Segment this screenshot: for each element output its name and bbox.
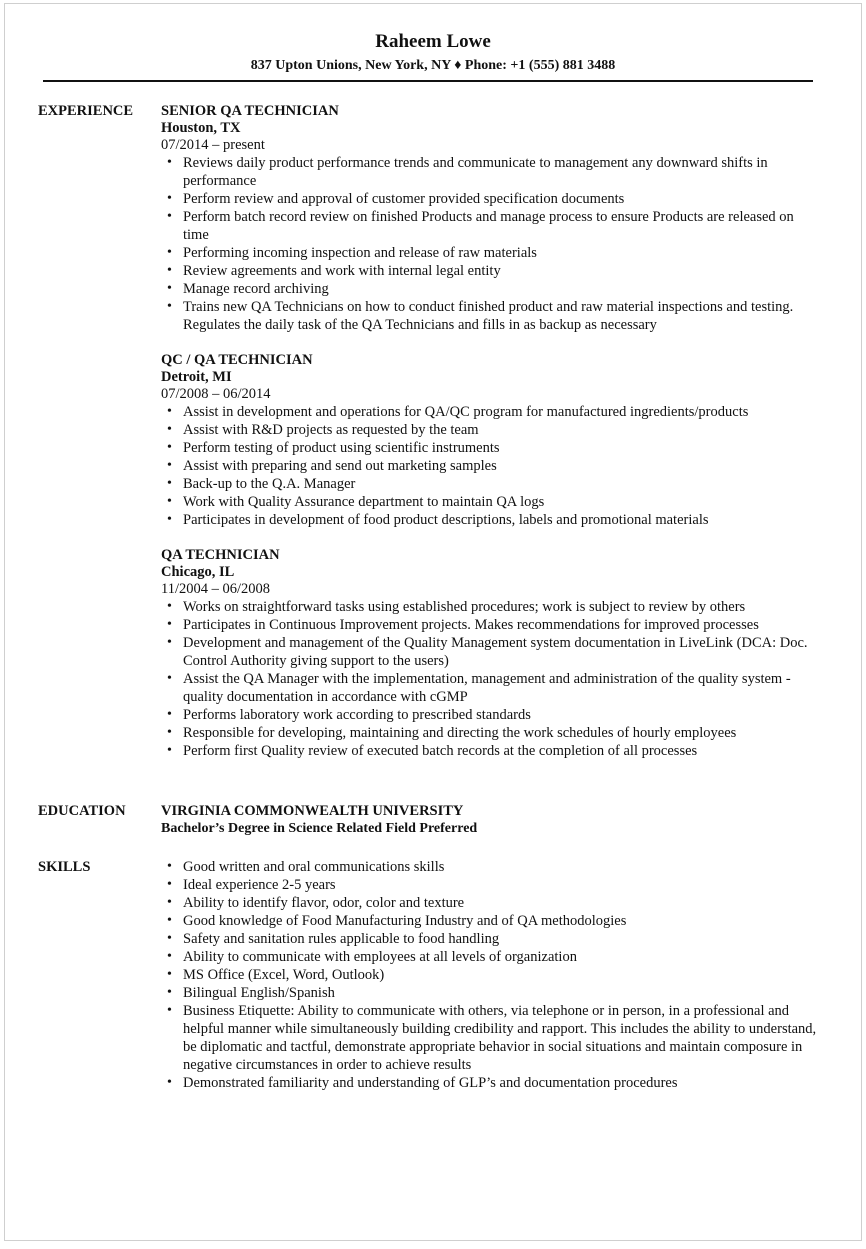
list-item: • Assist the QA Manager with the implementation, management and administration of the quality system - quality documentation in accordance with cGMP <box>161 670 821 706</box>
list-item: • Participates in Continuous Improvement projects. Makes recommendations for improved processes <box>161 616 821 634</box>
skills-body <box>161 858 821 1092</box>
list-item: • Assist with R&D projects as requested by the team <box>161 421 821 439</box>
section-label-education: EDUCATION <box>38 803 126 819</box>
list-item: • Bilingual English/Spanish <box>161 984 821 1002</box>
section-label-experience: EXPERIENCE <box>38 103 134 119</box>
list-item: • Good written and oral communications skills <box>161 858 821 876</box>
list-item: • Trains new QA Technicians on how to conduct finished product and raw material inspections and testing. Regulates the daily task of the QA Technicians and fills in as backup as necessary <box>161 298 821 334</box>
list-item: • Perform first Quality review of executed batch records at the completion of all processes <box>161 742 821 760</box>
resume-page <box>4 3 862 1241</box>
list-item: • Ideal experience 2-5 years <box>161 876 821 894</box>
list-item: • Participates in development of food product descriptions, labels and promotional materials <box>161 511 821 529</box>
skills-section <box>38 858 821 1092</box>
list-item: • Good knowledge of Food Manufacturing Industry and of QA methodologies <box>161 912 821 930</box>
education-section <box>38 802 821 838</box>
list-item: • Business Etiquette: Ability to communicate with others, via telephone or in person, in a professional and helpful manner while simultaneously building credibility and rapport. This includes the ability to understand, be diplomatic and tactful, demonstrate appropriate behavior in social situations and maintain composure in negative circumstances in order to achieve results <box>161 1002 821 1074</box>
list-item: • Demonstrated familiarity and understanding of GLP’s and documentation procedures <box>161 1074 821 1092</box>
job-duties-list <box>161 154 821 334</box>
header-divider <box>43 80 813 82</box>
job-dates: 07/2014 – present <box>161 137 265 153</box>
list-item: • Manage record archiving <box>161 280 821 298</box>
list-item: • Back-up to the Q.A. Manager <box>161 475 821 493</box>
job-location: Detroit, MI <box>161 369 232 385</box>
job-title: QC / QA TECHNICIAN <box>161 352 313 368</box>
list-item: • Assist with preparing and send out marketing samples <box>161 457 821 475</box>
candidate-name: Raheem Lowe <box>375 31 491 52</box>
contact-line: 837 Upton Unions, New York, NY ♦ Phone: +1 (555) 881 3488 <box>250 58 616 73</box>
job-dates: 11/2004 – 06/2008 <box>161 581 271 597</box>
experience-body <box>161 102 821 760</box>
list-item: • Performing incoming inspection and release of raw materials <box>161 244 821 262</box>
list-item: • Perform testing of product using scientific instruments <box>161 439 821 457</box>
list-item: • Reviews daily product performance trends and communicate to management any downward shifts in performance <box>161 154 821 190</box>
job-entry <box>161 546 821 760</box>
list-item: • Ability to identify flavor, odor, color and texture <box>161 894 821 912</box>
job-location: Houston, TX <box>161 120 241 136</box>
list-item: • Assist in development and operations for QA/QC program for manufactured ingredients/products <box>161 403 821 421</box>
education-body <box>161 802 821 838</box>
list-item: • Safety and sanitation rules applicable to food handling <box>161 930 821 948</box>
job-entry <box>161 351 821 529</box>
list-item: • Work with Quality Assurance department to maintain QA logs <box>161 493 821 511</box>
resume-header <box>5 30 861 75</box>
job-duties-list <box>161 403 821 529</box>
job-duties-list <box>161 598 821 760</box>
list-item: • Perform batch record review on finished Products and manage process to ensure Products are released on time <box>161 208 821 244</box>
experience-section <box>38 102 821 777</box>
job-title: SENIOR QA TECHNICIAN <box>161 103 339 119</box>
skills-list <box>161 858 821 1092</box>
list-item: • Responsible for developing, maintaining and directing the work schedules of hourly employees <box>161 724 821 742</box>
job-entry <box>161 102 821 334</box>
list-item: • Works on straightforward tasks using established procedures; work is subject to review by others <box>161 598 821 616</box>
school-name: VIRGINIA COMMONWEALTH UNIVERSITY <box>161 803 464 819</box>
list-item: • MS Office (Excel, Word, Outlook) <box>161 966 821 984</box>
job-dates: 07/2008 – 06/2014 <box>161 386 271 402</box>
job-title: QA TECHNICIAN <box>161 547 280 563</box>
list-item: • Development and management of the Quality Management system documentation in LiveLink (DCA: Doc. Control Authority giving support to the users) <box>161 634 821 670</box>
job-location: Chicago, IL <box>161 564 235 580</box>
list-item: • Ability to communicate with employees at all levels of organization <box>161 948 821 966</box>
list-item: • Performs laboratory work according to prescribed standards <box>161 706 821 724</box>
section-label-skills: SKILLS <box>38 859 91 875</box>
list-item: • Review agreements and work with internal legal entity <box>161 262 821 280</box>
degree: Bachelor’s Degree in Science Related Field Preferred <box>161 821 478 836</box>
list-item: • Perform review and approval of customer provided specification documents <box>161 190 821 208</box>
